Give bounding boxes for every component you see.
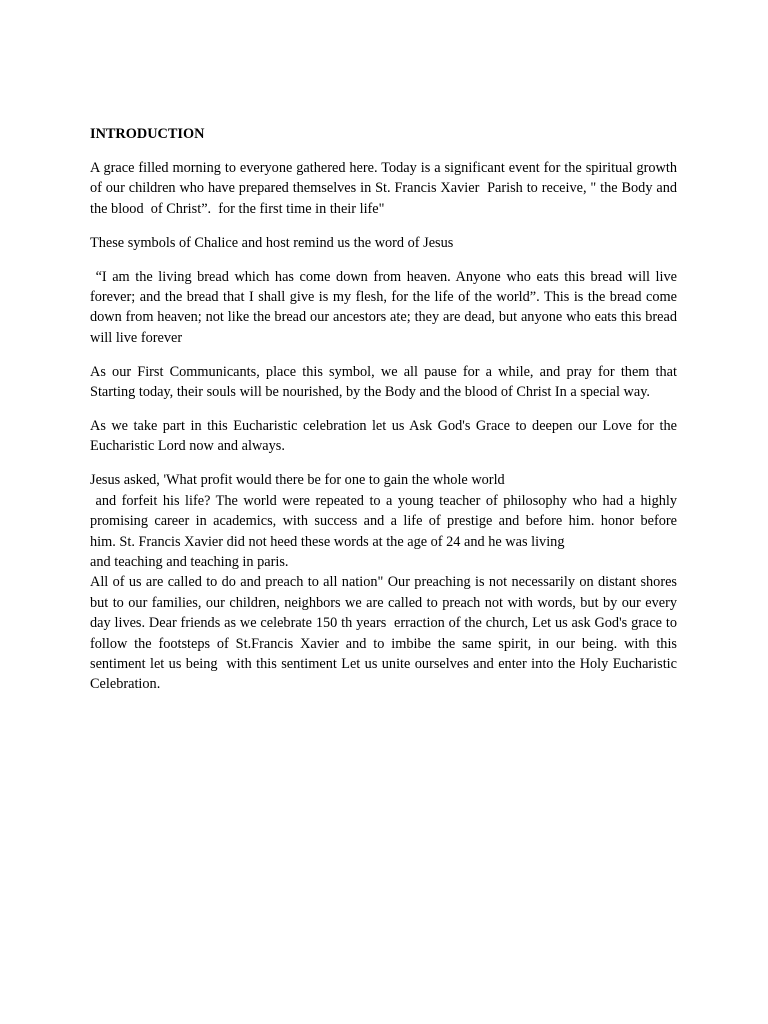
document-heading: INTRODUCTION <box>90 126 205 142</box>
paragraph-eucharistic-celebration: As we take part in this Eucharistic celebration let us Ask God's Grace to deepen our Love for the Eucharistic Lord now and always. <box>90 417 677 455</box>
paragraph-line: him. St. Francis Xavier did not heed these words at the age of 24 and he was living <box>90 533 565 550</box>
paragraph-welcome: A grace filled morning to everyone gathered here. Today is a significant event for the spiritual growth of our children who have prepared themselves in St. Francis Xavier Parish to receive, " the Body and the blood of Christ”. for the first time in their life" <box>90 159 681 217</box>
paragraph-line: and teaching and teaching in paris. <box>90 553 289 570</box>
paragraph-preach-to-all: All of us are called to do and preach to all nation" Our preaching is not necessarily on distant shores but to our families, our children, neighbors we are called to preach not with words, but by our every day lives. Dear friends as we celebrate 150 th years erraction of the church, Let us ask God's grace to follow the footsteps of St.Francis Xavier and to imbibe the same spirit, in our being. with this sentiment let us being with this sentiment Let us unite ourselves and enter into the Holy Eucharistic Celebration. <box>90 574 681 693</box>
paragraph-line: promising career in academics, with success and a life of prestige and before him. honor before <box>90 513 677 530</box>
paragraph-living-bread-quote: “I am the living bread which has come down from heaven. Anyone who eats this bread will live forever; and the bread that I shall give is my flesh, for the life of the world”. This is the bread come down from heaven; not like the bread our ancestors ate; they are dead, but anyone who eats this bread will live forever <box>90 268 681 346</box>
paragraph-line: Jesus asked, 'What profit would there be for one to gain the whole world <box>90 472 505 489</box>
paragraph-symbols: These symbols of Chalice and host remind us the word of Jesus <box>90 234 454 251</box>
paragraph-line: and forfeit his life? The world were repeated to a young teacher of philosophy who had a highly <box>90 492 677 509</box>
paragraph-first-communicants: As our First Communicants, place this symbol, we all pause for a while, and pray for them that Starting today, their souls will be nourished, by the Body and the blood of Christ In a special way. <box>90 363 677 401</box>
document-page <box>90 124 681 695</box>
paragraph-jesus-asked <box>90 470 677 572</box>
